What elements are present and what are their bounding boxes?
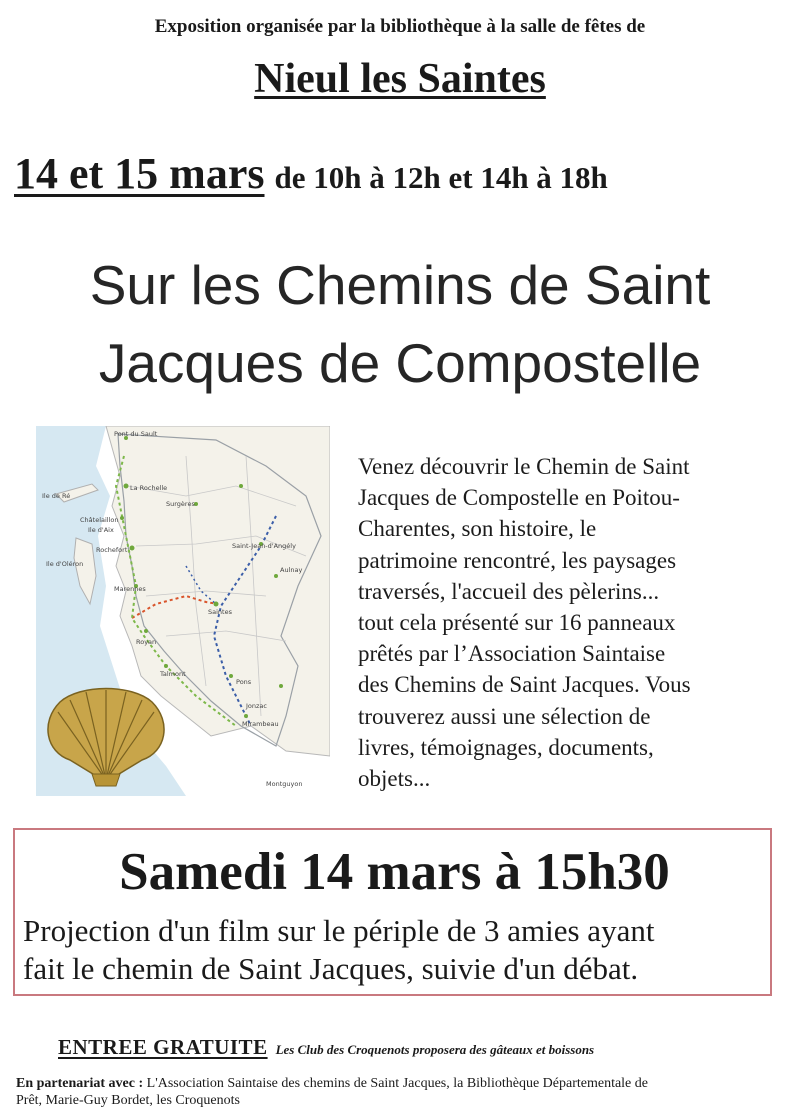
desc-line: traversés, l'accueil des pèlerins... <box>358 578 660 604</box>
club-note: Les Club des Croquenots proposera des gâteaux et boissons <box>275 1042 595 1057</box>
map-label-6: Ile d'Oléron <box>46 560 84 568</box>
map-label-13: Surgères <box>166 500 195 508</box>
map-label-0: Pont du Sault <box>114 430 158 438</box>
event-title: Samedi 14 mars à 15h30 <box>119 843 670 901</box>
map-label-3: Châtelaillon <box>80 516 119 524</box>
map-label-10: Saintes <box>208 608 232 616</box>
desc-line: patrimoine rencontré, les paysages <box>358 547 677 573</box>
map-label-12: Aulnay <box>280 566 303 574</box>
map-label-4: Ile d'Aix <box>88 526 114 534</box>
desc-line: des Chemins de Saint Jacques. Vous <box>358 672 691 698</box>
exhibition-description <box>358 451 773 794</box>
title-line-1: Sur les Chemins de Saint <box>89 254 711 316</box>
desc-line: objets... <box>358 766 431 792</box>
partners-label: En partenariat avec : <box>16 1076 144 1091</box>
map-label-5: Rochefort <box>96 546 128 554</box>
route-map <box>36 426 330 796</box>
town-name <box>0 55 800 103</box>
map-label-17: Montguyon <box>266 780 303 788</box>
desc-line: Venez découvrir le Chemin de Saint <box>358 454 690 479</box>
map-label-2: La Rochelle <box>130 484 168 492</box>
free-entry: ENTREE GRATUITE <box>58 1035 268 1059</box>
date-line <box>14 148 794 199</box>
exhibition-dates: 14 et 15 mars <box>14 149 265 198</box>
partners-line-2: Prêt, Marie-Guy Bordet, les Croquenots <box>16 1093 240 1108</box>
event-line-1: Projection d'un film sur le périple de 3 amies ayant <box>23 913 655 948</box>
event-box <box>13 828 772 996</box>
event-description <box>23 912 768 988</box>
map-label-15: Jonzac <box>246 702 267 710</box>
map-label-14: Pons <box>236 678 252 686</box>
town-name-text: Nieul les Saintes <box>254 56 546 102</box>
desc-line: prêtés par l’Association Saintaise <box>358 641 666 667</box>
exhibition-intro: Exposition organisée par la bibliothèque à la salle de fêtes de <box>154 16 646 37</box>
partners-line-1: L'Association Saintaise des chemins de Saint Jacques, la Bibliothèque Départementale de <box>143 1076 648 1091</box>
desc-line: trouverez aussi une sélection de <box>358 703 651 729</box>
map-label-9: Talmont <box>160 670 186 678</box>
map-label-16: Mirambeau <box>242 720 279 728</box>
desc-line: tout cela présenté sur 16 panneaux <box>358 610 676 636</box>
map-label-7: Marennes <box>114 585 146 593</box>
desc-line: livres, témoignages, documents, <box>358 734 654 760</box>
partners <box>16 1075 786 1109</box>
desc-line: Charentes, son histoire, le <box>358 516 597 542</box>
title-line-2: Jacques de Compostelle <box>98 332 702 394</box>
map-label-11: Saint-Jean-d'Angély <box>232 542 296 550</box>
exhibition-title <box>0 246 800 402</box>
map-label-1: Ile de Ré <box>42 492 71 500</box>
opening-hours: de 10h à 12h et 14h à 18h <box>274 160 608 195</box>
map-label-8: Royan <box>136 638 157 646</box>
desc-line: Jacques de Compostelle en Poitou- <box>358 485 680 511</box>
event-line-2: fait le chemin de Saint Jacques, suivie d'un débat. <box>23 951 639 986</box>
free-entry-line <box>58 1035 788 1060</box>
